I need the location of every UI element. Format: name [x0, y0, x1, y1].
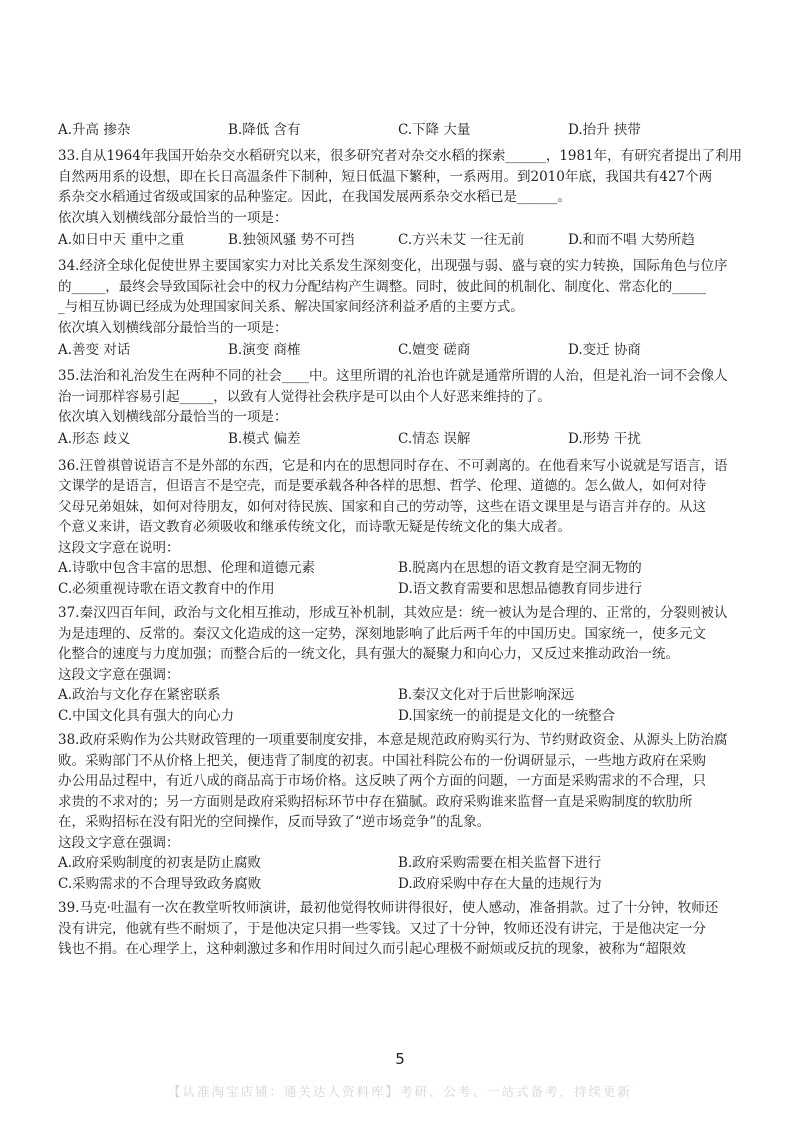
- q33-line: 33.自从1964年我国开始杂交水稻研究以来，很多研究者对杂交水稻的探索______，1981年，有研究者提出了利用: [58, 148, 743, 164]
- q35-options: [58, 428, 748, 452]
- question-33: [58, 146, 748, 252]
- q37-line: 化整合的速度与力度加强；而整合后的一统文化，具有强大的凝聚力和向心力，又反过来推动政治一统。: [58, 646, 679, 662]
- q35-option-d[interactable]: D.形势 干扰: [568, 431, 641, 448]
- q35-option-c[interactable]: C.情态 误解: [398, 431, 471, 448]
- q33-option-a[interactable]: A.如日中天 重中之重: [58, 231, 185, 248]
- q36-options-row1: [58, 558, 748, 579]
- q36-prompt: 这段文字意在说明：: [58, 539, 180, 556]
- q39-line: 钱也不捐。在心理学上，这种刺激过多和作用时间过久而引起心理极不耐烦或反抗的现象，被称为“超限效: [58, 941, 686, 957]
- q32-options: [58, 118, 748, 142]
- q34-option-b[interactable]: B.演变 商榷: [228, 341, 301, 358]
- question-37: [58, 603, 748, 726]
- q35-line: 治一词那样容易引起_____，以致有人觉得社会秩序是可以由个人好恶来维持的了。: [58, 388, 551, 405]
- q34-prompt: 依次填入划横线部分最恰当的一项是：: [58, 319, 288, 336]
- q36-options-row2: [58, 579, 748, 600]
- q37-line: 为是违理的、反常的。秦汉文化造成的这一定势，深刻地影响了此后两千年的中国历史。国家统一，使多元文: [58, 625, 706, 642]
- q32-option-d[interactable]: D.抬升 挟带: [568, 121, 641, 138]
- q36-option-a[interactable]: A.诗歌中包含丰富的思想、伦理和道德元素: [58, 560, 316, 576]
- q38-line: 38.政府采购作为公共财政管理的一项重要制度安排，本意是规范政府购买行为、节约财政资金、从源头上防治腐: [58, 732, 728, 748]
- q38-options-row1: [58, 853, 748, 874]
- q32-option-c[interactable]: C.下降 大量: [398, 121, 471, 138]
- q38-option-d[interactable]: D.政府采购中存在大量的违规行为: [398, 875, 602, 892]
- q37-option-a[interactable]: A.政治与文化存在紧密联系: [58, 687, 221, 703]
- question-34: [58, 256, 748, 362]
- q33-option-b[interactable]: B.独领风骚 势不可挡: [228, 231, 355, 248]
- q36-line: 文课学的是语言，但语言不是空壳，而是要承载各种各样的思想、哲学、伦理、道德的。怎么做人，如何对待: [58, 478, 706, 494]
- q35-option-a[interactable]: A.形态 歧义: [58, 431, 131, 448]
- q36-line: 36.汪曾祺曾说语言不是外部的东西，它是和内在的思想同时存在、不可剥离的。在他看来写小说就是写语言，语: [58, 457, 728, 474]
- q36-option-d[interactable]: D.语文教育需要和思想品德教育同步进行: [398, 580, 643, 597]
- q36-line: 父母兄弟姐妹，如何对待朋友，如何对待民族、国家和自己的劳动等，这些在语文课里是与语言并存的。从这: [58, 498, 706, 515]
- q32-option-a[interactable]: A.升高 掺杂: [58, 121, 131, 138]
- q37-option-b[interactable]: B.秦汉文化对于后世影响深远: [398, 687, 575, 703]
- q38-line: 办公用品过程中，有近八成的商品高于市场价格。这反映了两个方面的问题，一方面是采购需求的不合理，只: [58, 773, 706, 789]
- page-number: 5: [395, 1050, 405, 1068]
- q38-options-row2: [58, 874, 748, 895]
- q34-option-d[interactable]: D.变迁 协商: [568, 341, 641, 358]
- q35-prompt: 依次填入划横线部分最恰当的一项是：: [58, 409, 288, 425]
- q34-options: [58, 338, 748, 362]
- q33-line: 自然两用系的设想，即在长日高温条件下制种，短日低温下繁种，一系两用。到2010年底，我国共有427个两: [58, 168, 713, 185]
- q36-line: 个意义来讲，语文教育必须吸收和继承传统文化，而诗歌无疑是传统文化的集大成者。: [58, 519, 571, 535]
- q37-line: 37.秦汉四百年间，政治与文化相互推动，形成互补机制，其效应是：统一被认为是合理的、正常的，分裂则被认: [58, 605, 728, 621]
- q34-line: _与相互协调已经成为处理国家间关系、解决国家间经济利益矛盾的主要方式。: [58, 299, 524, 315]
- q37-options-row2: [58, 706, 748, 727]
- q32-option-b[interactable]: B.降低 含有: [228, 121, 301, 138]
- q38-line: 败。采购部门不从价格上把关，便违背了制度的初衷。中国社科院公布的一份调研显示，一些地方政府在采购: [58, 752, 706, 769]
- q38-option-c[interactable]: C.采购需求的不合理导致政务腐败: [58, 875, 262, 892]
- q39-line: 没有讲完，他就有些不耐烦了，于是他决定只捐一些零钱。又过了十分钟，牧师还没有讲完，于是他决定一分: [58, 920, 706, 937]
- q34-option-c[interactable]: C.嬗变 磋商: [398, 341, 471, 358]
- q38-line: 在，采购招标在没有阳光的空间操作，反而导致了“逆市场竞争”的乱象。: [58, 814, 491, 830]
- question-38: [58, 730, 748, 894]
- q36-option-c[interactable]: C.必须重视诗歌在语文教育中的作用: [58, 580, 275, 597]
- q34-line: 34.经济全球化促使世界主要国家实力对比关系发生深刻变化，出现强与弱、盛与衰的实力转换，国际角色与位序: [58, 258, 728, 274]
- q35-option-b[interactable]: B.模式 偏差: [228, 431, 301, 448]
- watermark-text: 【认准淘宝店铺：通关达人资料库】考研、公考、一站式备考，持续更新: [167, 1084, 632, 1099]
- question-39: [58, 898, 748, 960]
- q36-option-b[interactable]: B.脱离内在思想的语文教育是空洞无物的: [398, 560, 642, 576]
- q39-line: 39.马克·吐温有一次在教堂听牧师演讲，最初他觉得牧师讲得很好，使人感动，准备捐款。过了十分钟，牧师还: [58, 900, 719, 916]
- q38-prompt: 这段文字意在强调：: [58, 834, 180, 851]
- q33-options: [58, 228, 748, 252]
- question-36: [58, 456, 748, 600]
- q38-line: 求贵的不求对的；另一方面则是政府采购招标环节中存在猫腻。政府采购谁来监督一直是采购制度的软肋所: [58, 793, 693, 810]
- q34-option-a[interactable]: A.善变 对话: [58, 341, 131, 358]
- q33-option-d[interactable]: D.和而不唱 大势所趋: [568, 231, 695, 248]
- q34-line: 的_____，最终会导致国际社会中的权力分配结构产生调整。同时，彼此间的机制化、制度化、常态化的_____: [58, 278, 706, 295]
- q37-options-row1: [58, 685, 748, 706]
- q38-option-b[interactable]: B.政府采购需要在相关监督下进行: [398, 855, 602, 871]
- q35-line: 35.法治和礼治发生在两种不同的社会____中。这里所谓的礼治也许就是通常所谓的人治，但是礼治一词不会像人: [58, 368, 728, 384]
- q37-option-d[interactable]: D.国家统一的前提是文化的一统整合: [398, 707, 616, 724]
- q33-option-c[interactable]: C.方兴未艾 一往无前: [398, 231, 525, 248]
- question-35: [58, 366, 748, 452]
- q38-option-a[interactable]: A.政府采购制度的初衷是防止腐败: [58, 855, 262, 871]
- exam-page: [58, 118, 748, 960]
- q37-prompt: 这段文字意在强调：: [58, 666, 180, 683]
- q33-line: 系杂交水稻通过省级或国家的品种鉴定。因此，在我国发展两系杂交水稻已是______。: [58, 189, 571, 205]
- q37-option-c[interactable]: C.中国文化具有强大的向心力: [58, 707, 235, 724]
- q33-prompt: 依次填入划横线部分最恰当的一项是：: [58, 209, 288, 226]
